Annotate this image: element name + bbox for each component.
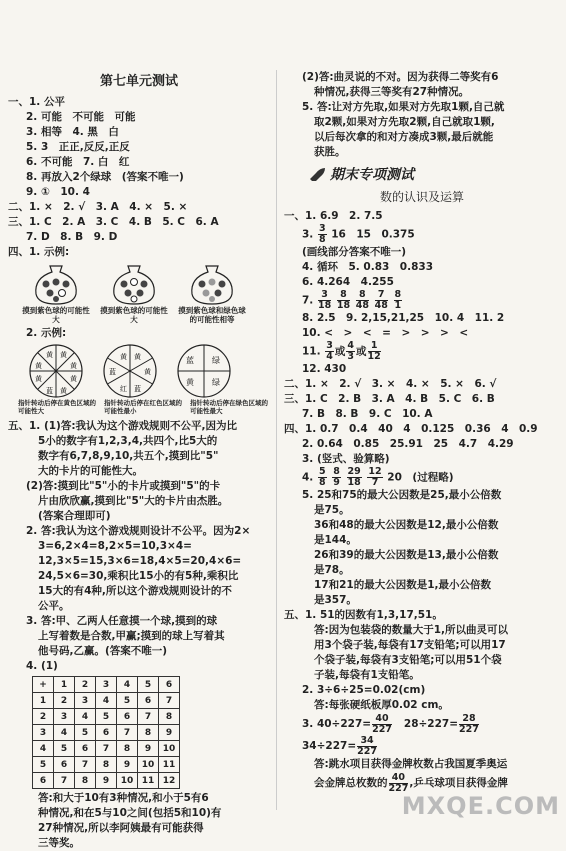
answer-line: 答:和大于10有3种情况,和小于5有6 bbox=[38, 792, 209, 804]
answer-line: 34÷227= $\frac{34}{227}$ bbox=[302, 734, 377, 757]
table-cell: 2 bbox=[54, 693, 75, 709]
answer-line: 9. ① 10. 4 bbox=[26, 186, 90, 198]
table-cell: 7 bbox=[54, 773, 75, 789]
answer-line: 3=6,2×4=8,2×5=10,3×4= bbox=[38, 540, 192, 552]
answer-line: 大的卡片的可能性大。 bbox=[38, 465, 143, 477]
answer-line: 24,5×6=30,乘积比15小的有5种,乘积比 bbox=[38, 570, 239, 582]
answer-line: (2)答:摸到比"5"小的卡片或摸到"5"的卡 bbox=[26, 480, 221, 492]
answer-line: 5. 答:让对方先取,如果对方先取1颗,自己就 bbox=[302, 101, 505, 113]
table-cell: 6 bbox=[96, 725, 117, 741]
table-cell: 8 bbox=[117, 741, 138, 757]
sector-label: 绿 bbox=[212, 378, 220, 387]
sector-label: 黄 bbox=[120, 353, 127, 361]
table-cell: 10 bbox=[117, 773, 138, 789]
table-cell: 8 bbox=[75, 773, 96, 789]
table-cell: 4 bbox=[117, 677, 138, 693]
left-column bbox=[8, 70, 270, 851]
bag-figure bbox=[22, 262, 90, 324]
sector-label: 黄 bbox=[35, 375, 42, 383]
fraction: $\frac{8}{48}$ bbox=[355, 289, 369, 311]
fraction: $\frac{3}{18}$ bbox=[317, 289, 332, 311]
answer-line: 四、1. 0.7 0.4 40 4 0.125 0.36 4 0.9 bbox=[284, 423, 538, 435]
table-cell: 5 bbox=[96, 709, 117, 725]
answer-line: 15大的有4种,所以这个游戏规则设计的不 bbox=[38, 585, 232, 597]
table-cell: 12 bbox=[159, 773, 180, 789]
banner-title: 期末专项测试 bbox=[330, 167, 414, 183]
answer-line: 3. 相等 4. 黑 白 bbox=[26, 126, 119, 138]
table-cell: 5 bbox=[117, 693, 138, 709]
answer-line: 上写着数是合数,甲赢;摸到的球上写着其 bbox=[38, 630, 225, 642]
answer-line: 17和21的最大公因数是1,最小公倍数 bbox=[314, 579, 492, 591]
answer-line: 3. $\frac{3}{8}$ 16 15 0.375 bbox=[302, 223, 415, 245]
answer-line: 3. (竖式、验算略) bbox=[302, 453, 390, 465]
fraction: $\frac{7}{48}$ bbox=[374, 289, 388, 311]
answer-line: 7. D 8. B 9. D bbox=[26, 231, 118, 243]
table-cell: 9 bbox=[96, 773, 117, 789]
answer-line: 四、1. 示例: bbox=[8, 246, 70, 258]
sector-label: 黄 bbox=[60, 351, 67, 359]
answer-line: 子装,每袋有1支铅笔。 bbox=[314, 669, 420, 681]
answer-line: 10. < > < = > > > < bbox=[302, 327, 469, 339]
answer-line: 27种情况,所以李阿姨最有可能获得 bbox=[38, 822, 204, 834]
table-cell: 4 bbox=[75, 709, 96, 725]
fraction: $\frac{4}{3}$ bbox=[347, 340, 355, 362]
spinner-note: 指针转动后停在红色区域的可能性最小 bbox=[104, 399, 182, 415]
answer-line: 2. 答:我认为这个游戏规则设计不公平。因为2× bbox=[26, 525, 251, 537]
table-cell: 7 bbox=[159, 693, 180, 709]
answer-line: 5. 25和75的最大公因数是25,最小公倍数 bbox=[302, 489, 502, 501]
table-cell: 9 bbox=[159, 725, 180, 741]
answer-line: 4. (1) bbox=[26, 660, 58, 672]
table-cell: 8 bbox=[96, 757, 117, 773]
table-cell: 11 bbox=[138, 773, 159, 789]
bag-icon bbox=[186, 262, 238, 306]
sector-label: 黄 bbox=[60, 387, 67, 395]
table-cell: 10 bbox=[159, 741, 180, 757]
table-cell: 3 bbox=[33, 725, 54, 741]
fraction: $\frac{8}{18}$ bbox=[336, 289, 351, 311]
answer-line: 三、1. C 2. A 3. C 4. B 5. C 6. A bbox=[8, 216, 219, 228]
answer-line: 用3个袋子装,每袋有17支铅笔;可以用17 bbox=[314, 639, 506, 651]
table-cell: 3 bbox=[75, 693, 96, 709]
answer-line: 3. 40÷227= $\frac{40}{227}$ 28÷227= $\frac{28}{227}$ bbox=[302, 712, 479, 735]
watermark-text: MXQE.COM bbox=[401, 792, 560, 820]
rocket-icon bbox=[308, 167, 326, 181]
answer-line: 6. 不可能 7. 白 红 bbox=[26, 156, 130, 168]
bag-figure bbox=[100, 262, 168, 324]
answer-line: 5小的数字有1,2,3,4,共四个,比5大的 bbox=[38, 435, 218, 447]
unit-title: 第七单元测试 bbox=[99, 74, 178, 89]
table-cell: 1 bbox=[54, 677, 75, 693]
sector-label: 黄 bbox=[70, 375, 77, 383]
table-cell: 9 bbox=[117, 757, 138, 773]
answer-line: 7. $\frac{3}{18}$ $\frac{8}{18}$ $\frac{8}{48}$ $\frac{7}{48}$ $\frac{8}{1}$ bbox=[302, 289, 402, 311]
table-cell: 7 bbox=[117, 725, 138, 741]
table-row bbox=[33, 773, 180, 789]
answer-line: (答案合理即可) bbox=[38, 510, 111, 522]
answer-line: 2. 可能 不可能 可能 bbox=[26, 111, 136, 123]
table-cell: 7 bbox=[96, 741, 117, 757]
sector-label: 红 bbox=[120, 385, 127, 393]
answer-line: 是144。 bbox=[314, 534, 357, 546]
fraction: $\frac{3}{4}$ bbox=[326, 340, 333, 362]
table-cell: 5 bbox=[54, 741, 75, 757]
fraction: $\frac{40}{227}$ bbox=[388, 771, 409, 794]
fraction: $\frac{3}{8}$ bbox=[318, 223, 326, 245]
table-cell: 1 bbox=[33, 693, 54, 709]
table-row bbox=[33, 725, 180, 741]
table-cell: 6 bbox=[117, 709, 138, 725]
answer-line: 种情况,和在5与10之间(包括5和10)有 bbox=[38, 807, 222, 819]
fraction: $\frac{40}{227}$ bbox=[372, 712, 392, 735]
bag-figure bbox=[178, 262, 246, 324]
answer-line: 2. 3÷6÷25=0.02(cm) bbox=[302, 684, 426, 696]
spinner-notes bbox=[18, 399, 270, 415]
table-cell: 5 bbox=[33, 757, 54, 773]
answer-line: 6. 4.264 4.255 bbox=[302, 276, 394, 288]
table-cell: 5 bbox=[138, 677, 159, 693]
answer-line: 4. $\frac{5}{8}$ $\frac{8}{9}$ $\frac{29}{18}$ $\frac{12}{7}$ 20 (过程略) bbox=[302, 466, 454, 488]
bag-caption: 摸到紫色球和绿色球的可能性相等 bbox=[178, 306, 246, 324]
answer-line: 8. 再放入2个绿球 (答案不唯一) bbox=[26, 171, 184, 183]
table-cell: 6 bbox=[33, 773, 54, 789]
answer-line: 二、1. × 2. √ 3. A 4. × 5. × bbox=[8, 201, 188, 213]
answer-line: 片由欣欣赢,摸到比"5"大的卡片由杰胜。 bbox=[38, 495, 229, 507]
table-cell: 11 bbox=[159, 757, 180, 773]
answer-line: 答:因为包装袋的数量大于1,所以曲灵可以 bbox=[314, 624, 508, 636]
sector-label: 黄 bbox=[144, 368, 151, 376]
bag-icon bbox=[108, 262, 160, 306]
bag-caption: 摸到紫色球的可能性大 bbox=[100, 306, 168, 324]
right-column bbox=[284, 70, 560, 794]
answer-line: 三、1. C 2. B 3. A 4. B 5. C 6. B bbox=[284, 393, 495, 405]
spinner-note: 指针转动后停在黄色区域的可能性大 bbox=[18, 399, 96, 415]
answer-line: 答:跳水项目获得金牌枚数占我国夏季奥运 bbox=[314, 758, 508, 770]
column-divider bbox=[276, 70, 277, 810]
table-row bbox=[33, 757, 180, 773]
answer-line: 12. 430 bbox=[302, 363, 347, 375]
table-row bbox=[33, 677, 180, 693]
answer-line: 12,3×5=15,3×6=18,4×5=20,4×6= bbox=[38, 555, 242, 567]
sector-label: 黄 bbox=[134, 353, 141, 361]
answer-line: 公平。 bbox=[38, 600, 70, 612]
table-cell: + bbox=[33, 677, 54, 693]
spinner-icon bbox=[174, 343, 234, 399]
answer-line: 种情况,获得三等奖有27种情况。 bbox=[314, 86, 470, 98]
fraction: $\frac{1}{12}$ bbox=[367, 340, 381, 362]
table-cell: 4 bbox=[33, 741, 54, 757]
answer-line: 取2颗,如果对方先取2颗,自己就取1颗, bbox=[314, 116, 495, 128]
fraction: $\frac{34}{227}$ bbox=[357, 734, 377, 757]
sector-label: 蓝 bbox=[186, 356, 194, 365]
answer-line: 他号码,乙赢。(答案不唯一) bbox=[38, 645, 168, 657]
table-cell: 6 bbox=[75, 741, 96, 757]
table-cell: 6 bbox=[159, 677, 180, 693]
fraction: $\frac{29}{18}$ bbox=[347, 466, 361, 488]
sector-label: 黄 bbox=[186, 378, 194, 387]
section-subtitle: 数的认识及运算 bbox=[379, 190, 464, 204]
spinner-note: 指针转动后停在绿色区域的可能性最大 bbox=[190, 399, 268, 415]
sector-label: 蓝 bbox=[134, 385, 141, 393]
table-cell: 2 bbox=[33, 709, 54, 725]
answer-line: 会金牌总枚数的 $\frac{40}{227}$ ,乒乓球项目获得金牌 bbox=[314, 771, 508, 794]
fraction: $\frac{12}{7}$ bbox=[368, 466, 382, 488]
table-cell: 7 bbox=[75, 757, 96, 773]
sector-label: 蓝 bbox=[109, 368, 116, 376]
fraction: $\frac{5}{8}$ bbox=[318, 466, 326, 488]
table-cell: 7 bbox=[138, 709, 159, 725]
answer-line: 是75。 bbox=[314, 504, 350, 516]
answer-line: 一、1. 6.9 2. 7.5 bbox=[284, 210, 383, 222]
answer-line: 五、1. 51的因数有1,3,17,51。 bbox=[284, 609, 443, 621]
answer-line: 5. 3 正正,反反,正反 bbox=[26, 141, 130, 153]
table-cell: 10 bbox=[138, 757, 159, 773]
table-cell: 8 bbox=[159, 709, 180, 725]
answer-line: 三等奖。 bbox=[38, 837, 80, 849]
sector-label: 蓝 bbox=[46, 387, 53, 395]
bag-caption: 摸到紫色球的可能性大 bbox=[22, 306, 90, 324]
addition-table bbox=[32, 676, 180, 789]
answer-line: 五、1. (1)答:我认为这个游戏规则不公平,因为比 bbox=[8, 420, 238, 432]
table-cell: 4 bbox=[54, 725, 75, 741]
spinner-icon bbox=[26, 343, 86, 399]
sector-label: 黄 bbox=[35, 362, 42, 370]
table-cell: 2 bbox=[75, 677, 96, 693]
fraction: $\frac{28}{227}$ bbox=[459, 712, 479, 735]
answer-line: 8. 2.5 9. 2,15,21,25 10. 4 11. 2 bbox=[302, 312, 505, 324]
answer-line: 个袋子装,每袋有3支铅笔;可以用51个袋 bbox=[314, 654, 502, 666]
answer-line: 7. B 8. B 9. C 10. A bbox=[302, 408, 433, 420]
answer-line: 11. $\frac{3}{4}$ 或 $\frac{4}{3}$ 或 $\frac{1}{12}$ bbox=[302, 340, 381, 362]
table-row bbox=[33, 741, 180, 757]
answer-line: 26和39的最大公因数是13,最小公倍数 bbox=[314, 549, 499, 561]
answer-line: 以后每次拿的和对方凑成3颗,最后就能 bbox=[314, 131, 494, 143]
bag-icon bbox=[30, 262, 82, 306]
answer-line: 是78。 bbox=[314, 564, 350, 576]
answer-line: 一、1. 公平 bbox=[8, 96, 65, 108]
answer-line: 3. 答:甲、乙两人任意摸一个球,摸到的球 bbox=[26, 615, 218, 627]
answer-line: 获胜。 bbox=[314, 146, 346, 158]
spinner-icon bbox=[100, 343, 160, 399]
section-banner bbox=[308, 164, 560, 184]
answer-line: 2. 0.64 0.85 25.91 25 4.7 4.29 bbox=[302, 438, 514, 450]
table-row bbox=[33, 693, 180, 709]
table-cell: 8 bbox=[138, 725, 159, 741]
sector-label: 黄 bbox=[70, 362, 77, 370]
answer-line: (2)答:曲灵说的不对。因为获得二等奖有6 bbox=[302, 71, 499, 83]
table-cell: 3 bbox=[54, 709, 75, 725]
answer-line: 2. 示例: bbox=[26, 327, 67, 339]
table-cell: 6 bbox=[54, 757, 75, 773]
table-row bbox=[33, 709, 180, 725]
table-cell: 5 bbox=[75, 725, 96, 741]
answer-line: 36和48的最大公因数是12,最小公倍数 bbox=[314, 519, 499, 531]
spinner-figures bbox=[26, 343, 270, 399]
answer-line: 4. 循环 5. 0.83 0.833 bbox=[302, 261, 434, 273]
table-cell: 3 bbox=[96, 677, 117, 693]
answer-line: 二、1. × 2. √ 3. × 4. × 5. × 6. √ bbox=[284, 378, 497, 390]
fraction: $\frac{8}{9}$ bbox=[333, 466, 340, 488]
table-cell: 4 bbox=[96, 693, 117, 709]
ball-bag-figures bbox=[22, 262, 270, 324]
answer-line: 数字有6,7,8,9,10,共五个,摸到比"5" bbox=[38, 450, 219, 462]
sector-label: 绿 bbox=[212, 356, 220, 365]
sector-label: 黄 bbox=[46, 351, 53, 359]
answer-line: 答:每张硬纸板厚0.02 cm。 bbox=[314, 699, 449, 711]
table-cell: 9 bbox=[138, 741, 159, 757]
fraction: $\frac{8}{1}$ bbox=[394, 289, 402, 311]
answer-line: 是357。 bbox=[314, 594, 357, 606]
answer-line: (画线部分答案不唯一) bbox=[302, 246, 407, 258]
table-cell: 6 bbox=[138, 693, 159, 709]
